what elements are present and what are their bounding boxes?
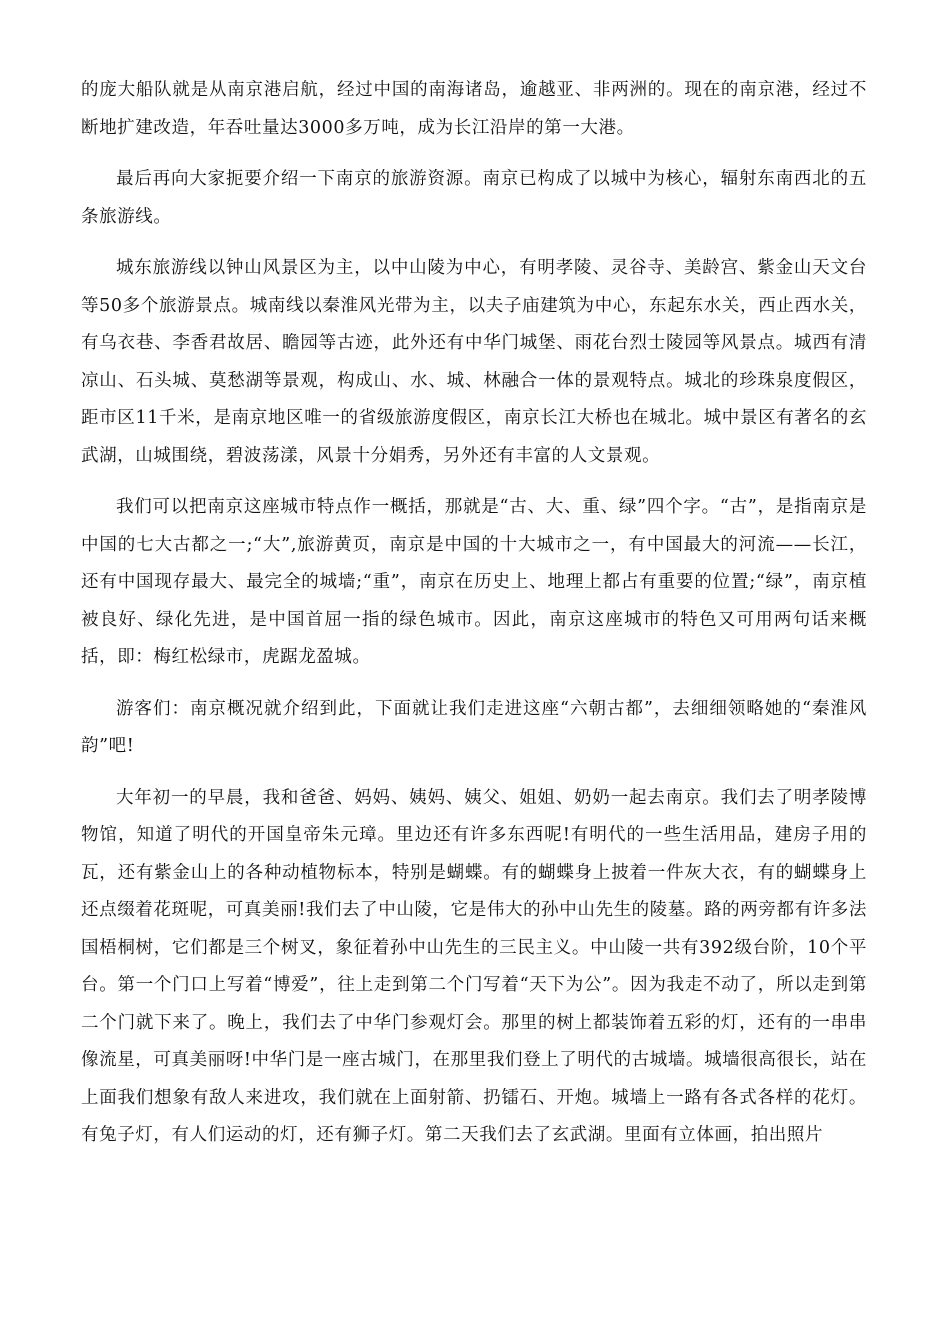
- paragraph-continuation: 的庞大船队就是从南京港启航，经过中国的南海诸岛，逾越亚、非两洲的。现在的南京港，经过不断地扩建改造，年吞吐量达3000多万吨，成为长江沿岸的第一大港。: [81, 80, 867, 138]
- paragraph-city-features: 我们可以把南京这座城市特点作一概括，那就是“古、大、重、绿”四个字。“古”，是指南京是中国的七大古都之一;“大”,旅游黄页，南京是中国的十大城市之一，有中国最大的河流——长江，还有中国现存最大、最完全的城墙;“重”，南京在历史上、地理上都占有重要的位置;“绿”，南京植被良好、绿化先进，是中国首屈一指的绿色城市。因此，南京这座城市的特色又可用两句话来概括，即：梅红松绿市，虎踞龙盈城。: [81, 497, 867, 667]
- paragraph-closing: 游客们：南京概况就介绍到此，下面就让我们走进这座“六朝古都”，去细细领略她的“秦淮风韵”吧!: [81, 698, 867, 756]
- paragraph-tourism-intro: 最后再向大家扼要介绍一下南京的旅游资源。南京已构成了以城中为核心，辐射东南西北的五条旅游线。: [81, 169, 867, 227]
- paragraph-travel-diary: 大年初一的早晨，我和爸爸、妈妈、姨妈、姨父、姐姐、奶奶一起去南京。我们去了明孝陵博物馆，知道了明代的开国皇帝朱元璋。里边还有许多东西呢!有明代的一些生活用品，建房子用的瓦，还有紫金山上的各种动植物标本，特别是蝴蝶。有的蝴蝶身上披着一件灰大衣，有的蝴蝶身上还点缀着花斑呢，可真美丽!我们去了中山陵，它是伟大的孙中山先生的陵墓。路的两旁都有许多法国梧桐树，它们都是三个树叉，象征着孙中山先生的三民主义。中山陵一共有392级台阶，10个平台。第一个门口上写着“博爱”，往上走到第二个门写着“天下为公”。因为我走不动了，所以走到第二个门就下来了。晚上，我们去了中华门参观灯会。那里的树上都装饰着五彩的灯，还有的一串串像流星，可真美丽呀!中华门是一座古城门，在那里我们登上了明代的古城墙。城墙很高很长，站在上面我们想象有敌人来进攻，我们就在上面射箭、扔镭石、开炮。城墙上一路有各式各样的花灯。有兔子灯，有人们运动的灯，还有狮子灯。第二天我们去了玄武湖。里面有立体画，拍出照片: [81, 787, 867, 1145]
- paragraph-tour-routes: 城东旅游线以钟山风景区为主，以中山陵为中心，有明孝陵、灵谷寺、美龄宫、紫金山天文台等50多个旅游景点。城南线以秦淮风光带为主，以夫子庙建筑为中心，东起东水关，西止西水关，有乌衣巷、李香君故居、瞻园等古迹，此外还有中华门城堡、雨花台烈士陵园等风景点。城西有清凉山、石头城、莫愁湖等景观，构成山、水、城、林融合一体的景观特点。城北的珍珠泉度假区，距市区11千米，是南京地区唯一的省级旅游度假区，南京长江大桥也在城北。城中景区有著名的玄武湖，山城围绕，碧波荡漾，风景十分娟秀，另外还有丰富的人文景观。: [81, 258, 867, 466]
- document-body: [81, 72, 867, 1169]
